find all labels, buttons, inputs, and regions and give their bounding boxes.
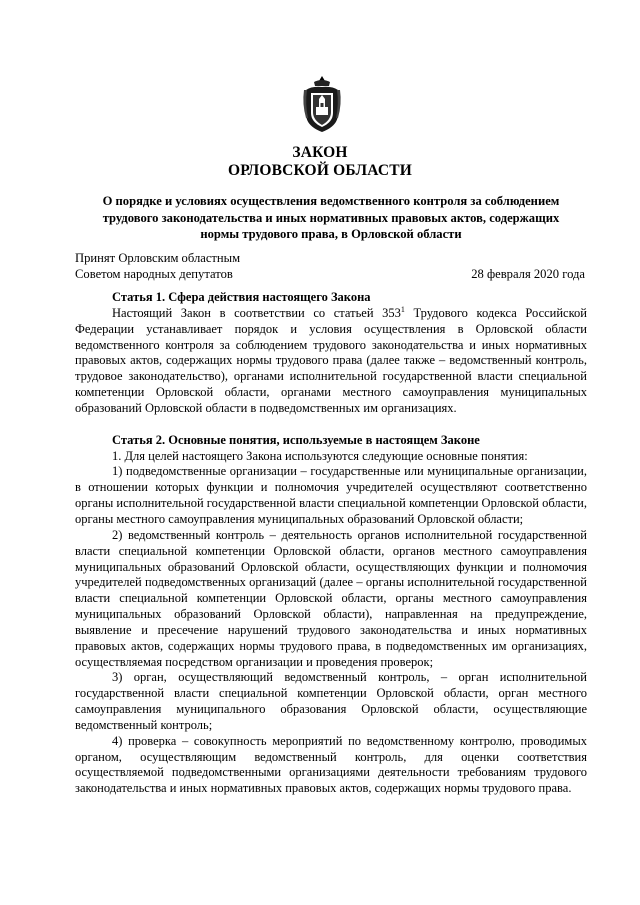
adoption-info xyxy=(75,250,240,282)
region-title: ОРЛОВСКОЙ ОБЛАСТИ xyxy=(227,162,413,179)
article-2-paragraph: 4) проверка – совокупность мероприятий по ведомственному контролю, проводимых органом, осуществляющим ведомственный контроль, для оценки соответствия осуществляемой подведомственными организациями деятельности требованиям трудового законодательства и иных нормативных правовых актов, содержащих нормы трудового права. xyxy=(75,733,587,796)
article-1-heading: Статья 1. Сфера действия настоящего Закона xyxy=(112,290,371,304)
article-number-superscript: 1 xyxy=(400,304,405,314)
article-2-paragraph: 2) ведомственный контроль – деятельность органов исполнительной государственной власти специальной компетенции Орловской области, органов местного самоуправления муниципальных образований Орловской области, осуществляющих функции и полномочия учредителей подведомственных организаций (далее – органы исполнительной государственной власти специальной компетенции Орловской области, органы местного самоуправления муниципальных образований Орловской области), направленная на предупреждение, выявление и пресечение нарушений трудового законодательства и иных нормативных правовых актов, содержащих нормы трудового права, в подведомственных им организациях, осуществляемая посредством организации и проведения проверок; xyxy=(75,527,587,669)
article-2-paragraph: 1) подведомственные организации – государственные или муниципальные организации, в отношении которых функции и полномочия учредителей осуществляют соответственно органы исполнительной государственной власти специальной компетенции Орловской области, органы местного самоуправления муниципальных образований Орловской области; xyxy=(75,464,587,526)
law-subtitle: О порядке и условиях осуществления ведомственного контроля за соблюдением трудового законодательства и иных нормативных правовых актов, содержащих нормы трудового права, в Орловской области xyxy=(102,194,560,241)
article-1-text-end: Трудового кодекса Российской Федерации устанавливает порядок и условия осуществления в Орловской области ведомственного контроля за соблюдением трудового законодательства и иных нормативных правовых актов, содержащих нормы трудового права (далее также – ведомственный контроль, трудовое законодательство), органами исполнительной государственной власти специальной компетенции Орловской области, органами местного самоуправления муниципальных образований Орловской области в подведомственных им организациях. xyxy=(75,305,587,415)
coat-of-arms-emblem xyxy=(302,74,342,134)
law-title: ЗАКОН xyxy=(292,144,348,161)
law-body xyxy=(75,290,587,797)
article-2-paragraph: 1. Для целей настоящего Закона используются следующие основные понятия: xyxy=(112,448,528,463)
adoption-date: 28 февраля 2020 года xyxy=(471,267,585,281)
article-2-paragraph: 3) орган, осуществляющий ведомственный контроль, – орган исполнительной государственной власти специальной компетенции Орловской области, орган местного самоуправления муниципального образования Орловской области, осуществляющие ведомственный контроль; xyxy=(75,670,587,732)
article-1-text-start: Настоящий Закон в соответствии со статьей 353 xyxy=(112,305,401,320)
adoption-line-2: Советом народных депутатов xyxy=(75,267,233,281)
article-1-text xyxy=(75,306,587,417)
article-2-heading: Статья 2. Основные понятия, используемые в настоящем Законе xyxy=(112,432,480,447)
adoption-line-1: Принят Орловским областным xyxy=(75,251,241,265)
